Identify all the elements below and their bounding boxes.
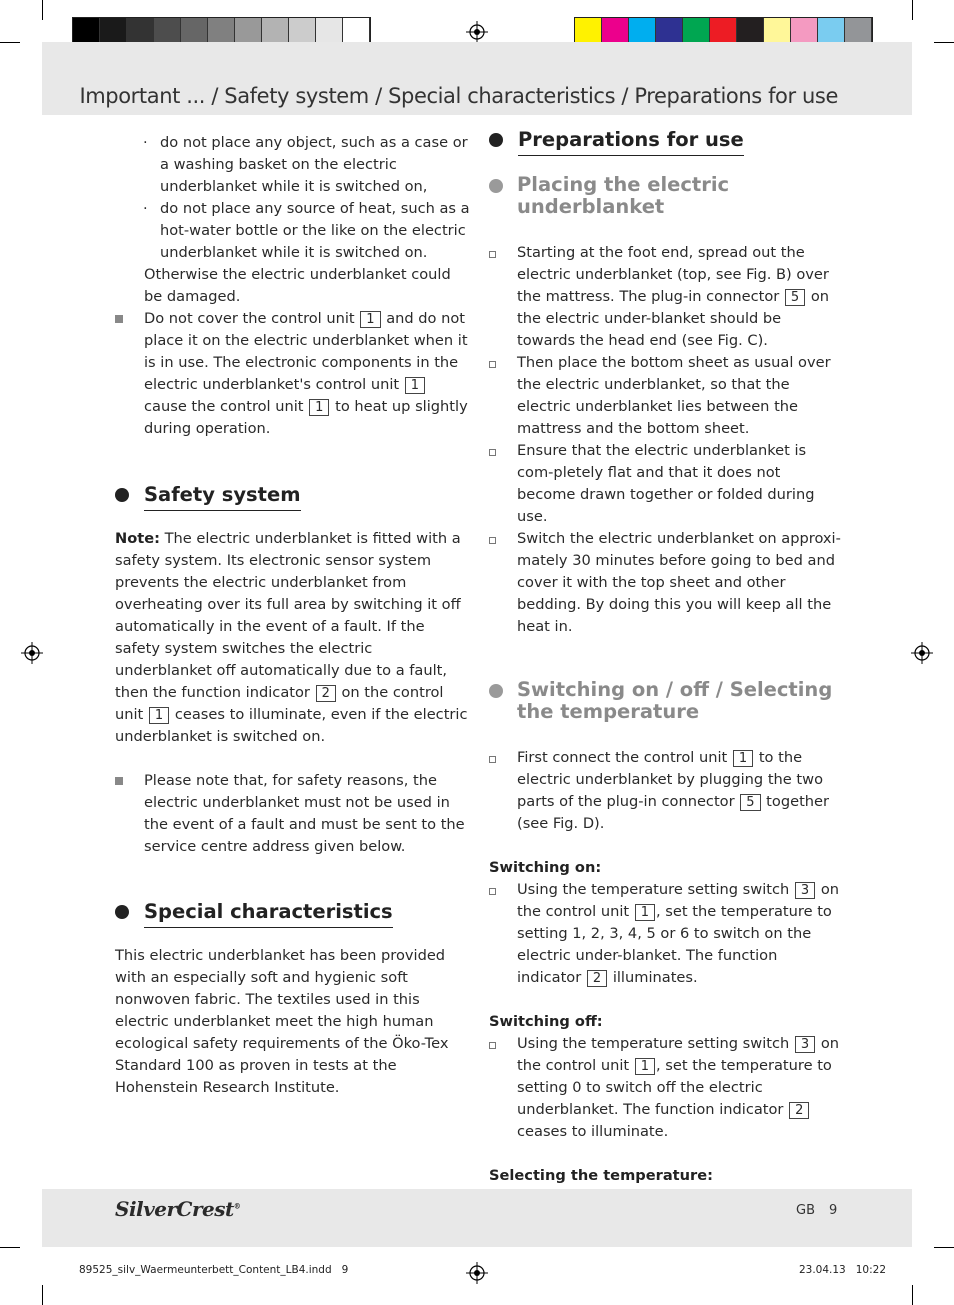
part-number-box: 3: [795, 1036, 815, 1053]
text: on the electric under-blanket should be towards the head end (see Fig. C).: [517, 288, 830, 349]
part-number-box: 1: [635, 1058, 655, 1075]
checkbox-bullet-icon: [489, 361, 496, 368]
text: on the control unit: [115, 684, 444, 723]
page-reference: [796, 1203, 837, 1218]
crop-mark: [42, 1285, 43, 1305]
checkbox-bullet-icon: [489, 537, 496, 544]
list-item: [489, 747, 843, 835]
checkbox-bullet-icon: [489, 449, 496, 456]
text: on the control unit: [517, 881, 840, 920]
text: First connect the control unit: [517, 749, 728, 766]
bullet-dot-icon: [489, 684, 503, 698]
bullet-dot-icon: [489, 133, 503, 147]
file-slug: 89525_silv_Waermeunterbett_Content_LB4.indd 9: [79, 1264, 349, 1276]
list-item: [489, 528, 843, 638]
part-number-box: 5: [785, 289, 805, 306]
text: The electric underblanket is fitted with a safety system. Its electronic sensor system prevents the electric underblanket from overheating over its full area by switching it off automatically in the event of a fault. If the safety system switches the electric underblanket off automatically due to a fault, then the function indicator: [115, 530, 461, 701]
part-number-box: 2: [789, 1102, 809, 1119]
text: Using the temperature setting switch: [517, 1035, 790, 1052]
text: ceases to illuminate, even if the electric underblanket is switched on.: [115, 706, 468, 745]
section-heading-special: [115, 899, 470, 928]
part-number-box: 1: [733, 750, 753, 767]
text: cause the control unit: [144, 398, 304, 415]
registration-mark-icon: [21, 642, 43, 664]
list-item: · do not place any source of heat, such as a hot-water bottle or the like on the electric underblanket while it is switched on.: [115, 198, 470, 264]
text: Do not cover the control unit: [144, 310, 355, 327]
page-title: Important ... / Safety system / Special characteristics / Preparations for use: [79, 84, 838, 108]
list-item: [115, 308, 470, 440]
square-bullet-icon: [115, 315, 123, 323]
text: together (see Fig. D).: [517, 793, 830, 832]
list-item: [489, 1033, 843, 1143]
date-slug: 23.04.13 10:22: [798, 1264, 886, 1276]
square-bullet-icon: [115, 777, 123, 785]
heading-text: Special characteristics: [144, 899, 393, 928]
part-number-box: 1: [405, 377, 425, 394]
section-heading-preparations: [489, 127, 843, 156]
brand-logo: [115, 1197, 240, 1221]
language-code: GB: [796, 1203, 815, 1218]
checkbox-bullet-icon: [489, 251, 496, 258]
part-number-box: 1: [635, 904, 655, 921]
registration-mark-icon: [466, 21, 488, 43]
text: Then place the bottom sheet as usual over the electric underblanket, so that the electric underblanket lies between the mattress and the bottom sheet.: [517, 354, 831, 437]
list-item: [115, 770, 470, 858]
text: to heat up slightly during operation.: [144, 398, 468, 437]
checkbox-bullet-icon: [489, 888, 496, 895]
list-item: · do not place any object, such as a case or a washing basket on the electric underblanket while it is switched on,: [115, 132, 470, 198]
part-number-box: 1: [149, 707, 169, 724]
part-number-box: 2: [316, 685, 336, 702]
text: , set the temperature to setting 1, 2, 3, 4, 5 or 6 to switch on the electric under-blanket. The function indicator: [517, 903, 832, 986]
text: on the control unit: [517, 1035, 840, 1074]
subsection-heading-switching: [489, 679, 843, 723]
crop-mark: [934, 42, 954, 43]
registration-mark-icon: [911, 642, 933, 664]
text: ceases to illuminate.: [517, 1123, 669, 1140]
paragraph: Otherwise the electric underblanket could be damaged.: [144, 266, 451, 305]
crop-mark: [912, 0, 913, 20]
crop-mark: [0, 42, 20, 43]
heading-text: Preparations for use: [518, 127, 744, 156]
heading-text: Switching on / off / Selecting: [517, 678, 833, 701]
brand-name: SilverCrest: [115, 1197, 234, 1221]
part-number-box: 1: [309, 399, 329, 416]
registration-mark-icon: [466, 1262, 488, 1284]
left-column: [115, 132, 470, 1099]
text: Please note that, for safety reasons, the electric underblanket must not be used in the event of a fault and must be sent to the service centre address given below.: [144, 772, 465, 855]
page-number: 9: [829, 1203, 838, 1218]
subsection-heading-placing: [489, 174, 843, 218]
text: , set the temperature to setting 0 to switch off the electric underblanket. The function indicator: [517, 1057, 832, 1118]
crop-mark: [912, 1285, 913, 1305]
list-item: [489, 879, 843, 989]
heading-text: Placing the electric: [517, 173, 730, 196]
text: Starting at the foot end, spread out the electric underblanket (top, see Fig. B) over the mattress. The plug-in connector: [517, 244, 829, 305]
text: Ensure that the electric underblanket is com-pletely flat and that it does not become drawn together or folded during use.: [517, 442, 815, 525]
paragraph: This electric underblanket has been provided with an especially soft and hygienic soft nonwoven fabric. The textiles used in this electric underblanket meet the high human ecological safety requirements of the Öko-Tex Standard 100 as proven in tests at the Hohenstein Research Institute.: [115, 947, 449, 1096]
text: Using the temperature setting switch: [517, 881, 790, 898]
list-item: [489, 242, 843, 352]
heading-text: Safety system: [144, 482, 301, 511]
bullet-dot-icon: [115, 905, 129, 919]
part-number-box: 3: [795, 882, 815, 899]
text: to the electric underblanket by plugging the two parts of the plug-in connector: [517, 749, 824, 810]
list-item: [489, 352, 843, 440]
crop-mark: [42, 0, 43, 20]
part-number-box: 2: [587, 970, 607, 987]
heading-text: underblanket: [517, 195, 665, 218]
checkbox-bullet-icon: [489, 756, 496, 763]
list-item: [489, 440, 843, 528]
text: and do not place it on the electric underblanket when it is in use. The electronic components in the electric underblanket's control unit: [144, 310, 468, 393]
text: illuminates.: [612, 969, 698, 986]
section-heading-safety: [115, 482, 470, 511]
crop-mark: [0, 1247, 20, 1248]
subheading-selecting-temperature: Selecting the temperature:: [489, 1167, 713, 1184]
subheading-switching-off: Switching off:: [489, 1013, 603, 1030]
bullet-dot-icon: [489, 179, 503, 193]
note-label: Note:: [115, 530, 160, 547]
crop-mark: [934, 1247, 954, 1248]
heading-text: the temperature: [517, 700, 700, 723]
part-number-box: 5: [740, 794, 760, 811]
text: Switch the electric underblanket on approxi-mately 30 minutes before going to bed and cover it with the top sheet and other bedding. By doing this you will keep all the heat in.: [517, 530, 841, 635]
bullet-dot-icon: [115, 488, 129, 502]
part-number-box: 1: [360, 311, 380, 328]
paragraph: [115, 528, 470, 748]
trademark-symbol: ®: [233, 1201, 241, 1211]
right-column: [489, 127, 843, 1231]
subheading-switching-on: Switching on:: [489, 859, 602, 876]
checkbox-bullet-icon: [489, 1042, 496, 1049]
